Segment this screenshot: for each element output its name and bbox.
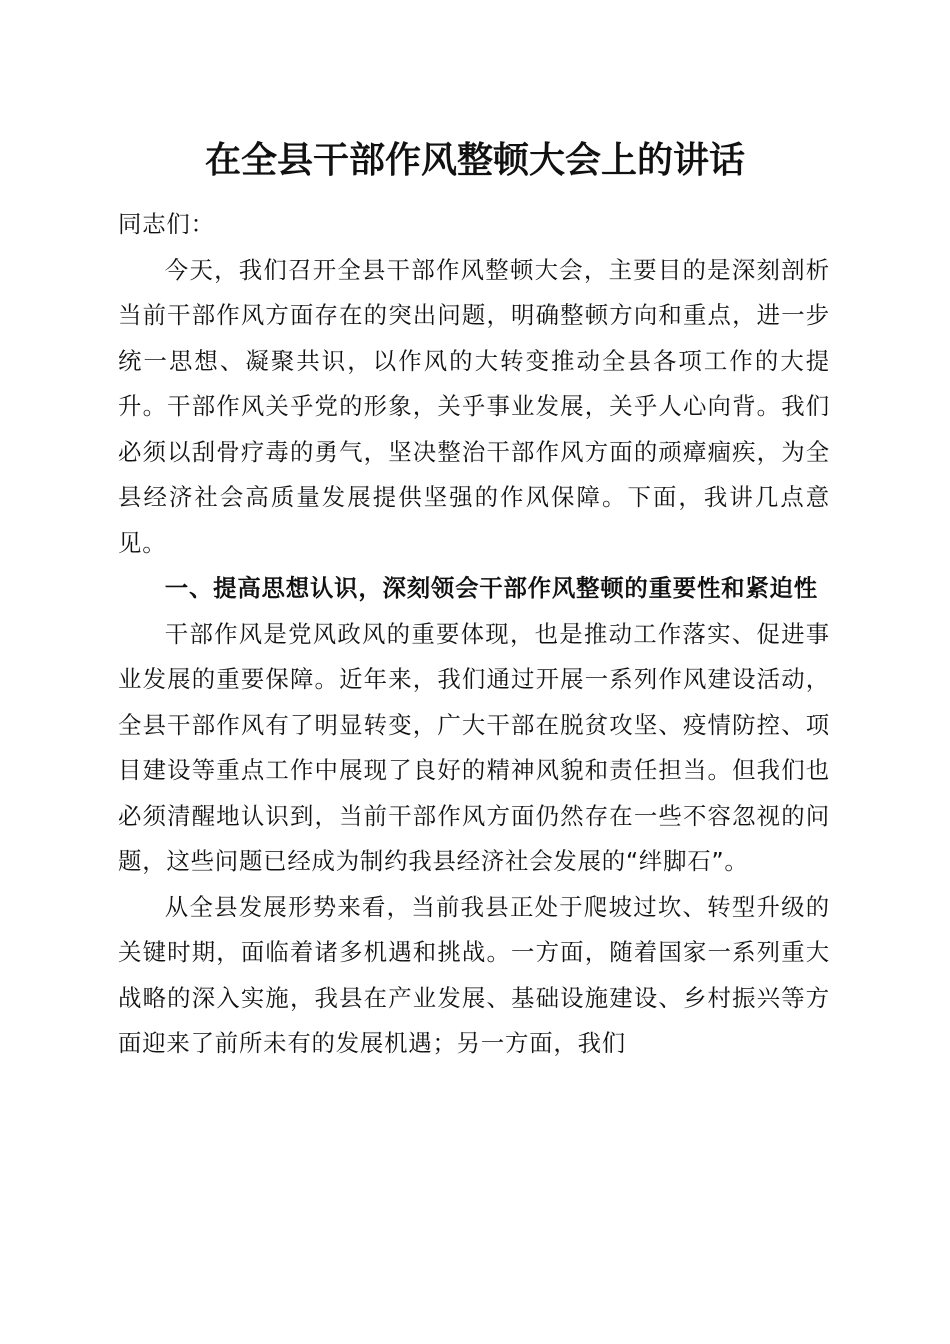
- section-heading-1: 一、提高思想认识，深刻领会干部作风整顿的重要性和紧迫性: [164, 574, 818, 602]
- paragraph-section-1-a: 干部作风是党风政风的重要体现，也是推动工作落实、促进事业发展的重要保障。近年来，我们通过开展一系列作风建设活动，全县干部作风有了明显转变，广大干部在脱贫攻坚、疫情防控、项目建设等重点工作中展现了良好的精神风貌和责任担当。但我们也必须清醒地认识到，当前干部作风方面仍然存在一些不容忽视的问题，这些问题已经成为制约我县经济社会发展的“绊脚石”。: [118, 619, 830, 875]
- paragraph-section-1-b: 从全县发展形势来看，当前我县正处于爬坡过坎、转型升级的关键时期，面临着诸多机遇和挑战。一方面，随着国家一系列重大战略的深入实施，我县在产业发展、基础设施建设、乡村振兴等方面迎来了前所未有的发展机遇；另一方面，我们: [118, 892, 830, 1057]
- document-title: 在全县干部作风整顿大会上的讲话: [204, 139, 745, 181]
- salutation: 同志们：: [118, 210, 215, 238]
- paragraph-intro: 今天，我们召开全县干部作风整顿大会，主要目的是深刻剖析当前干部作风方面存在的突出问题，明确整顿方向和重点，进一步统一思想、凝聚共识，以作风的大转变推动全县各项工作的大提升。干部作风关乎党的形象，关乎事业发展，关乎人心向背。我们必须以刮骨疗毒的勇气，坚决整治干部作风方面的顽瘴痼疾，为全县经济社会高质量发展提供坚强的作风保障。下面，我讲几点意见。: [118, 255, 830, 557]
- document-body: [118, 202, 830, 1067]
